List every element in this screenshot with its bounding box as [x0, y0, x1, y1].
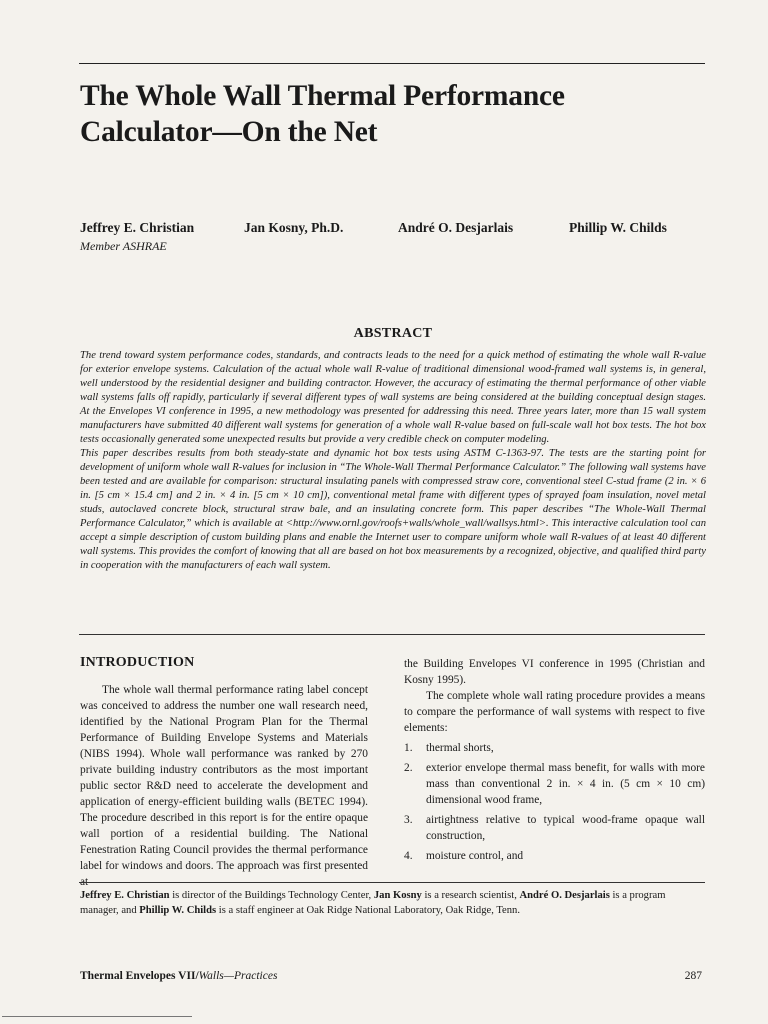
list-number: 4. [404, 850, 413, 862]
footnote-rule [79, 882, 705, 883]
abstract-paragraph-2: This paper describes results from both steady-state and dynamic hot box tests using ASTM C-1363-97. The tests are the starting point for development of uniform whole wall R-values for inclusion in “The Whole-Wall Thermal Performance Calculator.” The following wall systems have been tested and are available for comparison: structural insulating panels with compressed straw core, conventional steel C-stud frame (2 in. × 6 in. [5 cm × 15.4 cm] and 2 in. × 4 in. [5 cm × 10 cm]), conventional metal frame with different types of sprayed foam insulation, novel metal studs, autoclaved concrete block, structural straw bale, and an insulating concrete form. This paper describes “The Whole-Wall Thermal Performance Calculator,” which is available at <http://www.ornl.gov/roofs+walls/whole_wall/wallsys.html>. This interactive calculation tool can accept a simple description of custom building plans and enable the Internet user to compare uniform whole wall R-values of at least 40 different wall systems. This provides the comfort of knowing that all are based on hot box measurements by a recognized, objective, and qualified third party in cooperation with the manufacturers of each wall system. [80, 448, 706, 571]
paper-title: The Whole Wall Thermal Performance Calculator—On the Net [80, 80, 565, 148]
list-item [404, 740, 705, 756]
author-childs: Phillip W. Childs [569, 220, 667, 235]
intro-continuation: the Building Envelopes VI conference in 1995 (Christian and Kosny 1995). [404, 658, 705, 686]
elements-list [404, 740, 705, 864]
list-number: 3. [404, 814, 413, 826]
abstract-paragraph-1: The trend toward system performance codes, standards, and contracts leads to the need for a quick method of estimating the whole wall R-value for exterior envelope systems. Calculation of the actual whole wall R-value of traditional dimensional wood-framed wall systems is, in general, well understood by the residential designer and building contractor. However, the accuracy of estimating the thermal performance of other viable wall systems falls off rapidly, particularly if several different types of wall systems are being considered at the building conceptual design stages. At the Envelopes VI conference in 1995, a new methodology was presented for addressing this need. Three years later, more than 15 wall system manufacturers have submitted 40 different wall systems for generation of a whole wall R-value based on full-scale wall hot box tests. The hot box tests occasionally generated some unexpected results but provide a very credible check on computer modeling. [80, 350, 706, 445]
author-christian: Jeffrey E. Christian [80, 220, 195, 235]
footnote-text: is director of the Buildings Technology Center, [169, 890, 374, 901]
abstract-body [80, 349, 706, 573]
footnote-text: is a program manager, and [80, 890, 666, 916]
list-number: 2. [404, 762, 413, 774]
journal-section: Walls—Practices [198, 970, 278, 982]
footnote-name: Jeffrey E. Christian [80, 890, 170, 901]
author-kosny: Jan Kosny, Ph.D. [244, 220, 344, 235]
list-item [404, 812, 705, 844]
author-affiliation: Member ASHRAE [80, 239, 167, 253]
journal-footer [80, 970, 277, 982]
list-text: moisture control, and [426, 850, 524, 862]
section-heading-introduction: INTRODUCTION [80, 655, 195, 670]
page-number: 287 [684, 970, 702, 982]
abstract-rule [79, 634, 705, 635]
list-item [404, 760, 705, 808]
footnote-name: Phillip W. Childs [139, 904, 217, 916]
footnote-text: is a staff engineer at Oak Ridge National Laboratory, Oak Ridge, Tenn. [216, 904, 520, 916]
top-rule [79, 63, 705, 64]
footnote-text: is a research scientist, [421, 890, 520, 901]
list-number: 1. [404, 742, 413, 754]
scan-edge-line [2, 1016, 192, 1017]
left-column [80, 655, 368, 890]
journal-name: Thermal Envelopes VII/ [80, 970, 199, 982]
list-text: exterior envelope thermal mass benefit, for walls with more mass than conventional 2 in. × 4 in. (5 cm × 10 cm) dimensional wood frame, [426, 762, 705, 806]
list-text: airtightness relative to typical wood-frame opaque wall construction, [426, 814, 705, 842]
list-text: thermal shorts, [426, 742, 494, 754]
author-footnote [80, 889, 706, 918]
right-column [404, 656, 705, 868]
abstract-heading: ABSTRACT [353, 326, 433, 341]
footnote-name: André O. Desjarlais [519, 890, 610, 901]
intro-paragraph: The whole wall thermal performance rating label concept was conceived to address the number one wall research need, identified by the National Program Plan for the Thermal Performance of Building Envelope Systems and Materials (NIBS 1994). Whole wall performance was ranked by 270 private building industry contributors as the most important public sector R&D need to accelerate the development and application of energy-efficient building walls (BETEC 1994). The procedure described in this report is for the entire opaque wall portion of a residential building. The National Fenestration Rating Council provides the thermal performance label for windows and doors. The approach was first presented at [80, 684, 368, 888]
author-desjarlais: André O. Desjarlais [398, 220, 514, 235]
footnote-name: Jan Kosny [373, 890, 422, 901]
intro-paragraph-2: The complete whole wall rating procedure provides a means to compare the performance of wall systems with respect to five elements: [404, 690, 705, 734]
list-item [404, 848, 705, 864]
